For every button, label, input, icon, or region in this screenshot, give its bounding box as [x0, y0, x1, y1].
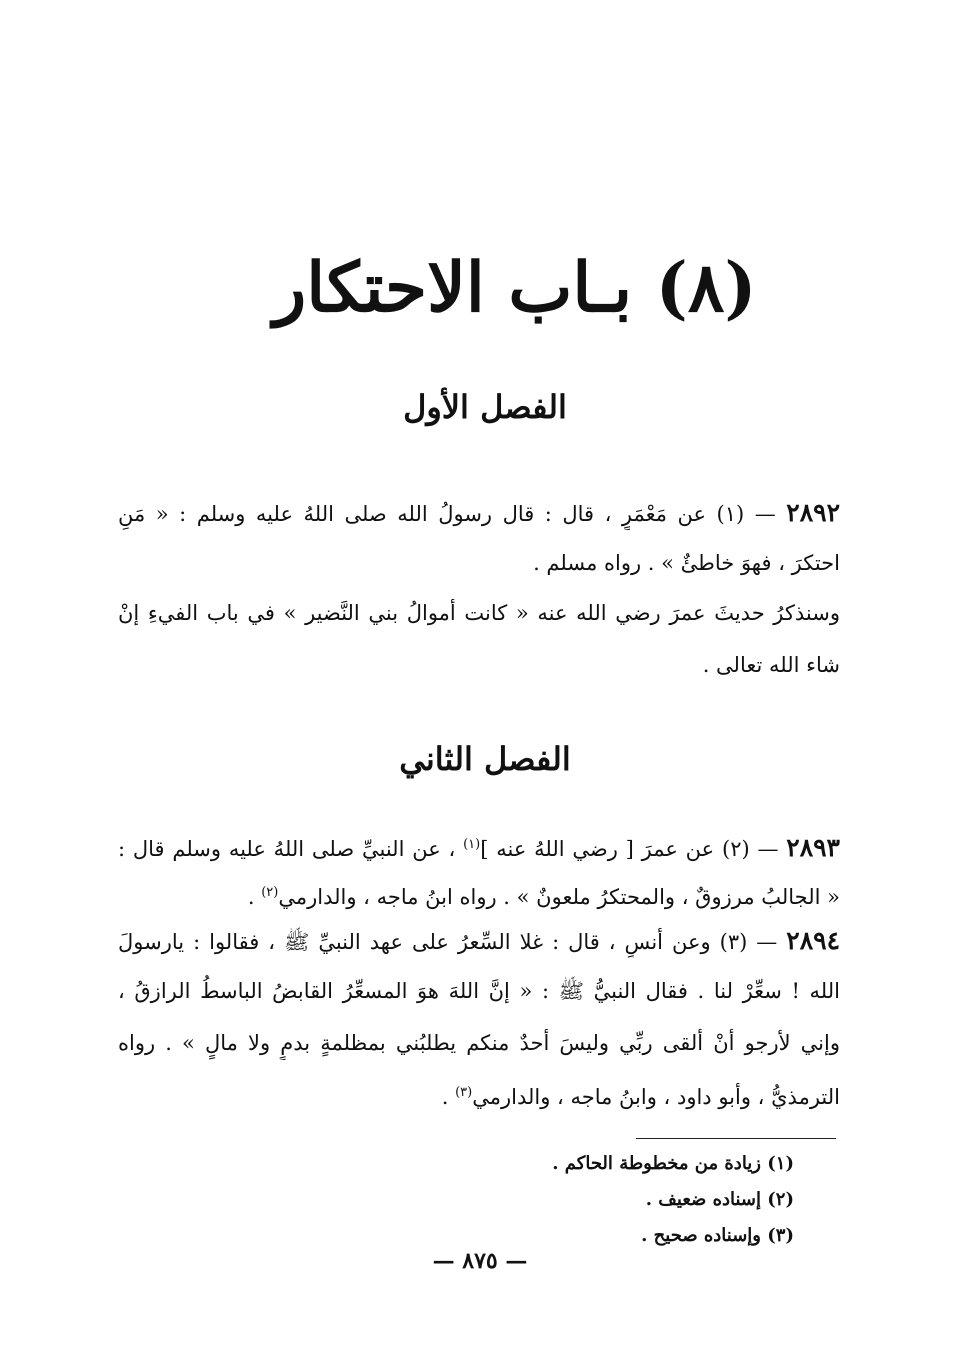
hadith-number: ٢٨٩٢ [786, 498, 840, 527]
hadith-text: — (٢) عن عمرَ [ رضي اللهُ عنه ] [480, 837, 779, 861]
hadith-text: « الجالبُ مرزوقٌ ، والمحتكرُ ملعونٌ » . رواه ابنُ ماجه ، والدارمي [278, 885, 840, 909]
footnote-1: (١) زيادة من مخطوطة الحاكم . [552, 1153, 794, 1174]
hadith-2894-line-2: الله ! سعِّرْ لنا . فقال النبيُّ ﷺ : « إنَّ اللهَ هوَ المسعِّرُ القابضُ الباسطُ الرازقُ ، [118, 979, 840, 1003]
section-title-second: الفصل الثاني [399, 740, 571, 778]
hadith-2894-line-4 [118, 1076, 840, 1110]
footnote-3: (٣) وإسناده صحيح . [641, 1225, 794, 1246]
hadith-text: . [441, 1085, 449, 1109]
hadith-2894-line-3: وإني لأرجو أنْ ألقى ربِّي وليسَ أحدٌ منكم يطلبُني بمظلمةٍ بدمٍ ولا مالٍ » . رواه [118, 1031, 840, 1055]
hadith-text: الترمذيُّ ، وأبو داود ، وابنُ ماجه ، والدارمي [472, 1085, 840, 1109]
hadith-text: . [247, 885, 255, 909]
hadith-number: ٢٨٩٤ [786, 926, 840, 955]
note-line-1: وسنذكرُ حديثَ عمرَ رضي الله عنه « كانت أموالُ بني النَّضير » في باب الفيءِ إنْ [118, 601, 840, 625]
footnote-ref: (٢) [261, 885, 279, 900]
note-line-2: شاء الله تعالى . [702, 653, 840, 677]
hadith-2892-line-1 [118, 496, 840, 530]
hadith-2893-line-1 [118, 828, 840, 862]
footnote-ref: (١) [463, 837, 481, 852]
footnote-2: (٢) إسناده ضعيف . [645, 1189, 794, 1210]
hadith-text: — (٣) وعن أنسٍ ، قال : غلا السِّعرُ على عهد النبيِّ ﷺ ، فقالوا : يارسولَ [118, 930, 778, 954]
hadith-2892-line-2: احتكرَ ، فهوَ خاطئٌ » . رواه مسلم . [533, 551, 840, 575]
footnote-ref: (٣) [455, 1085, 473, 1100]
hadith-number: ٢٨٩٣ [786, 833, 840, 862]
section-title-first: الفصل الأول [403, 388, 567, 426]
hadith-text: ، عنِ النبيِّ صلى اللهُ عليه وسلم قال : [118, 837, 456, 861]
hadith-2893-line-2 [118, 876, 840, 910]
hadith-2894-line-1 [118, 924, 840, 958]
footnote-divider [636, 1138, 836, 1139]
page-number: — ٨٧٥ — [432, 1248, 528, 1274]
hadith-text: — (١) عن مَعْمَرٍ ، قال : قال رسولُ الله صلى اللهُ عليه وسلم : « مَنِ [118, 502, 776, 526]
chapter-title: (٨) بـاب الاحتكار [273, 248, 757, 328]
